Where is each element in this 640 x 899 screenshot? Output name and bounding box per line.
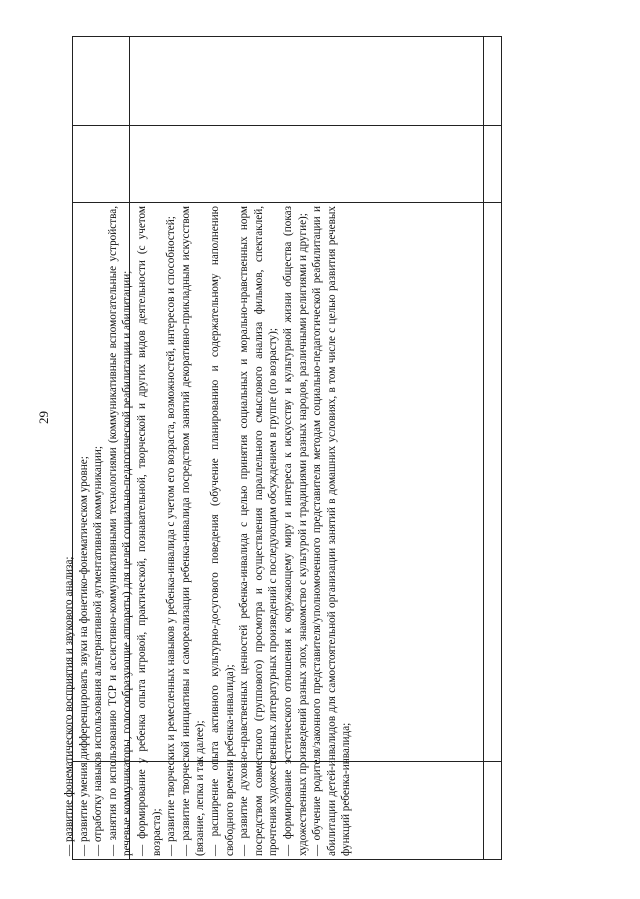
list-item: — развитие творческих и ремесленных навыков у ребенка-инвалида с учетом его возраста, возможностей, интересов и способностей;: [165, 216, 178, 856]
page-number: 29: [36, 411, 51, 424]
list-item: — развитие умения дифференцировать звуки на фонетико-фонематическом уровне;: [77, 456, 90, 856]
table-cell-content: [58, 202, 498, 862]
list-item: — обучение родителя/законного представителя/уполномоченного представителя методам социально-педагогической реабилитации и абилитации детей-инвалидов для самостоятельной организации занятий в домашних условиях, в том числе с целью развития речевых функций ребенка-инвалида;: [311, 206, 353, 856]
list-item: — формирование эстетического отношения к окружающему миру и интереса к искусству и культурной жизни общества (показ художественных произведений разных эпох, знакомство с культурой и традициями разных народов, различными религиями и другие);: [281, 206, 309, 856]
list-item: — расширение опыта активного культурно-досугового поведения (обучение планированию и содержательному наполнению свободного времени ребенка-инвалида);: [208, 206, 236, 856]
list-item: — занятия по использованию ТСР и ассистивно-коммуникативными технологиями (коммуникативные вспомогательные устройства, речевые коммуникаторы, голосообразующие аппараты) для целей социально-педагогической реабилитации и абилитации;: [106, 206, 134, 856]
table-divider: [73, 125, 501, 126]
list-item: — развитие фонематического восприятия и звукового анализа;: [63, 556, 75, 856]
list-item: — отработку навыков использования альтернативной аугментативной коммуникации;: [92, 446, 105, 856]
list-item: — развитие духовно-нравственных ценностей ребенка-инвалида с целью принятия социальных и морально-нравственных норм посредством совместного (группового) просмотра и осуществления параллельного смыслового анализа фильмов, спектаклей, прочтения художественных литературных произведений с последующим обсуждением в группе (по возрасту);: [238, 206, 280, 856]
list-item: — формирование у ребенка опыта игровой, практической, познавательной, творческой и других видов деятельности (с учетом возраста);: [135, 206, 163, 856]
list-item: — развитие творческой инициативы и самореализации ребенка-инвалида посредством занятий декоративно-прикладным искусством (вязание, лепка и так далее);: [179, 206, 207, 856]
